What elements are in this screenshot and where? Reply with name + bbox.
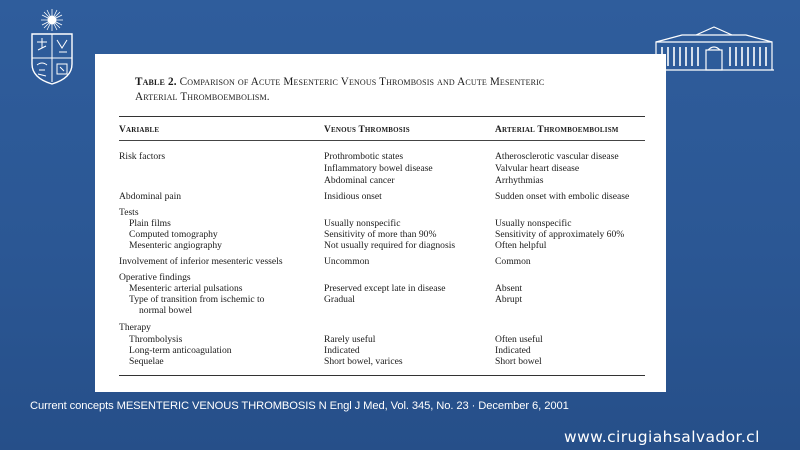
row-label: Sequelae <box>129 356 164 367</box>
arterial-cell: Short bowel <box>495 356 542 367</box>
column-header-venous: Venous Thrombosis <box>324 125 410 135</box>
table-title-line2: Arterial Thromboembolism. <box>135 91 270 103</box>
journal-table-image <box>95 54 666 392</box>
venous-cell: Preserved except late in disease <box>324 283 446 294</box>
table-number: Table 2. <box>135 76 177 88</box>
website-url: www.cirugiahsalvador.cl <box>564 428 760 446</box>
arterial-cell: Atherosclerotic vascular disease <box>495 151 619 162</box>
venous-cell: Inflammatory bowel disease <box>324 163 433 174</box>
venous-cell: Gradual <box>324 294 355 305</box>
row-label: Abdominal pain <box>119 191 182 202</box>
venous-cell: Short bowel, varices <box>324 356 403 367</box>
arterial-cell: Often useful <box>495 334 543 345</box>
table-bottom-rule <box>119 375 645 376</box>
arterial-cell: Often helpful <box>495 240 547 251</box>
citation-caption: Current concepts MESENTERIC VENOUS THROMBOSIS N Engl J Med, Vol. 345, No. 23 · December 6, 2001 <box>30 400 569 412</box>
university-crest-logo <box>24 8 80 86</box>
arterial-cell: Arrhythmias <box>495 175 544 186</box>
venous-cell: Sensitivity of more than 90% <box>324 229 437 240</box>
row-label: Therapy <box>119 322 151 333</box>
venous-cell: Abdominal cancer <box>324 175 395 186</box>
arterial-cell: Common <box>495 256 531 267</box>
table-top-rule <box>119 116 645 117</box>
row-label: Computed tomography <box>129 229 218 240</box>
row-label: Mesenteric arterial pulsations <box>129 283 243 294</box>
arterial-cell: Absent <box>495 283 523 294</box>
row-label: Long-term anticoagulation <box>129 345 232 356</box>
venous-cell: Uncommon <box>324 256 370 267</box>
venous-cell: Rarely useful <box>324 334 376 345</box>
row-label: Operative findings <box>119 272 191 283</box>
row-label: Risk factors <box>119 151 166 162</box>
arterial-cell: Sensitivity of approximately 60% <box>495 229 625 240</box>
arterial-cell: Indicated <box>495 345 531 356</box>
row-label: Type of transition from ischemic to <box>129 294 265 305</box>
venous-cell: Indicated <box>324 345 360 356</box>
hospital-building-logo <box>652 26 776 72</box>
row-label: Thrombolysis <box>129 334 183 345</box>
table-title <box>135 75 635 105</box>
row-label: normal bowel <box>139 305 193 316</box>
venous-cell: Usually nonspecific <box>324 218 401 229</box>
row-label: Tests <box>119 207 139 218</box>
column-header-variable: Variable <box>119 125 160 135</box>
row-label: Mesenteric angiography <box>129 240 222 251</box>
column-header-arterial: Arterial Thromboembolism <box>495 125 619 135</box>
table-header-rule <box>119 140 645 141</box>
arterial-cell: Abrupt <box>495 294 523 305</box>
arterial-cell: Valvular heart disease <box>495 163 580 174</box>
table-title-line1: Comparison of Acute Mesenteric Venous Thrombosis and Acute Mesenteric <box>179 76 545 88</box>
venous-cell: Prothrombotic states <box>324 151 404 162</box>
arterial-cell: Sudden onset with embolic disease <box>495 191 630 202</box>
arterial-cell: Usually nonspecific <box>495 218 572 229</box>
venous-cell: Insidious onset <box>324 191 382 202</box>
venous-cell: Not usually required for diagnosis <box>324 240 456 251</box>
row-label: Involvement of inferior mesenteric vessels <box>119 256 283 267</box>
row-label: Plain films <box>129 218 171 229</box>
